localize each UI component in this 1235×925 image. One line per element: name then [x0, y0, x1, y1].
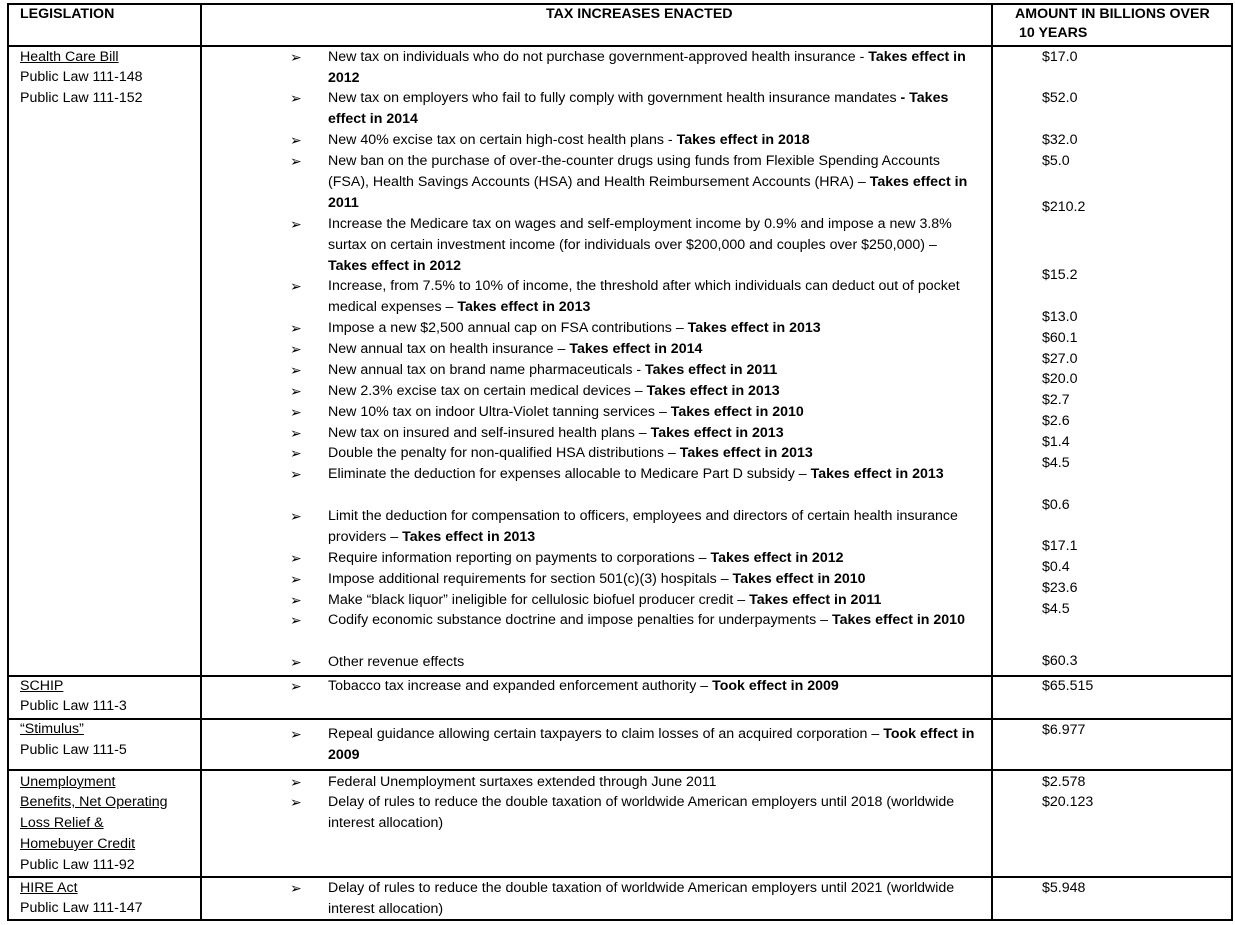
- tax-item-description: New annual tax on health insurance –: [328, 341, 570, 357]
- amount-value: $32.0: [1042, 132, 1078, 148]
- bullet-arrow-icon: ➢: [290, 571, 302, 587]
- bullet-arrow-icon: ➢: [290, 132, 302, 148]
- amount-value: $210.2: [1042, 199, 1086, 215]
- amount-value: $0.6: [1042, 497, 1070, 513]
- bullet-arrow-icon: ➢: [290, 320, 302, 336]
- tax-item: [328, 130, 988, 151]
- tax-item: [328, 402, 988, 423]
- tax-item-effective-date: Takes effect in 2011: [645, 362, 778, 378]
- tax-item-effective-date: Takes effect in 2010: [831, 612, 965, 628]
- tax-item-description: New 40% excise tax on certain high-cost health plans -: [328, 132, 677, 148]
- table-border-left: [7, 3, 9, 921]
- tax-item: Federal Unemployment surtaxes extended through June 2011: [328, 774, 717, 790]
- tax-item: [328, 47, 978, 89]
- tax-item: [328, 360, 988, 381]
- legislation-health-care-bill[interactable]: Health Care Bill: [20, 49, 119, 65]
- amount-value: $13.0: [1042, 309, 1078, 325]
- bullet-arrow-icon: ➢: [290, 678, 302, 694]
- column-divider-2: [991, 3, 993, 921]
- tax-item: [328, 88, 978, 130]
- tax-item-description: Other revenue effects: [328, 654, 465, 670]
- tax-item-effective-date: Takes effect in 2013: [650, 425, 784, 441]
- amount-value: $17.1: [1042, 538, 1078, 554]
- tax-item-effective-date: Takes effect in 2013: [687, 320, 821, 336]
- tax-item: [328, 569, 988, 590]
- tax-item-description: Limit the deduction for compensation to officers, employees and directors of certain health insurance providers –: [328, 508, 958, 545]
- tax-item-effective-date: Takes effect in 2011: [749, 592, 882, 608]
- legislation-hire-act[interactable]: HIRE Act: [20, 880, 78, 896]
- tax-item-description: New tax on employers who fail to fully comply with government health insurance mandates: [328, 90, 901, 106]
- tax-item-description: Eliminate the deduction for expenses allocable to Medicare Part D subsidy –: [328, 466, 811, 482]
- tax-item: [328, 548, 988, 569]
- bullet-arrow-icon: ➢: [290, 216, 302, 232]
- amount-value: $5.0: [1042, 153, 1070, 169]
- tax-item-description: Require information reporting on payments to corporations –: [328, 550, 711, 566]
- bullet-arrow-icon: ➢: [290, 508, 302, 524]
- bullet-arrow-icon: ➢: [290, 90, 302, 106]
- amount-value: $6.977: [1042, 722, 1086, 738]
- tax-item-description: New 2.3% excise tax on certain medical devices –: [328, 383, 647, 399]
- tax-item: Tobacco tax increase and expanded enforcement authority – Took effect in 2009: [328, 678, 839, 694]
- tax-item-effective-date: - Takes effect in 2014: [328, 90, 949, 127]
- amount-value: $17.0: [1042, 49, 1078, 65]
- bullet-arrow-icon: ➢: [290, 404, 302, 420]
- tax-item-description: New 10% tax on indoor Ultra-Violet tanning services –: [328, 404, 671, 420]
- amount-value: $5.948: [1042, 880, 1086, 896]
- tax-item: Delay of rules to reduce the double taxation of worldwide American employers until 2021 (worldwide interest allocation): [328, 880, 955, 917]
- column-divider-1: [200, 3, 202, 921]
- tax-item-description: New tax on individuals who do not purchase government-approved health insurance -: [328, 49, 869, 65]
- legislation-law: Public Law 111-147: [20, 900, 143, 916]
- amount-value: $2.578: [1042, 774, 1086, 790]
- amount-value: $1.4: [1042, 434, 1070, 450]
- tax-item: [328, 506, 968, 548]
- bullet-arrow-icon: ➢: [290, 153, 302, 169]
- tax-item-effective-date: Takes effect in 2013: [457, 299, 591, 315]
- amount-value: $23.6: [1042, 580, 1078, 596]
- tax-item-effective-date: Takes effect in 2013: [810, 466, 944, 482]
- tax-item-description: Increase the Medicare tax on wages and self-employment income by 0.9% and impose a new 3.8% surtax on certain investment income (for individuals over $200,000 and couples over $250,000) –: [328, 216, 952, 253]
- tax-item: [328, 464, 968, 485]
- tax-item: Delay of rules to reduce the double taxation of worldwide American employers until 2018 (worldwide interest allocation): [328, 794, 955, 831]
- amount-value: $20.123: [1042, 794, 1094, 810]
- bullet-arrow-icon: ➢: [290, 774, 302, 790]
- bullet-arrow-icon: ➢: [290, 383, 302, 399]
- bullet-arrow-icon: ➢: [290, 726, 302, 742]
- amount-value: $20.0: [1042, 371, 1078, 387]
- bullet-arrow-icon: ➢: [290, 654, 302, 670]
- tax-item: [328, 339, 988, 360]
- bullet-arrow-icon: ➢: [290, 592, 302, 608]
- table-border-right: [1231, 3, 1233, 921]
- bullet-arrow-icon: ➢: [290, 341, 302, 357]
- legislation-schip[interactable]: SCHIP: [20, 678, 64, 694]
- header-legislation: LEGISLATION: [20, 6, 115, 22]
- tax-item-effective-date: Takes effect in 2013: [679, 445, 813, 461]
- bullet-arrow-icon: ➢: [290, 550, 302, 566]
- tax-item: [328, 318, 988, 339]
- tax-item-effective-date: Takes effect in 2012: [710, 550, 844, 566]
- tax-item-effective-date: Takes effect in 2010: [670, 404, 804, 420]
- header-amount-line2: 10 YEARS: [1019, 25, 1088, 41]
- tax-item-effective-date: Takes effect in 2018: [676, 132, 810, 148]
- bullet-arrow-icon: ➢: [290, 49, 302, 65]
- amount-value: $2.6: [1042, 413, 1070, 429]
- tax-item: [328, 610, 978, 631]
- tax-item: [328, 214, 978, 277]
- tax-item: [328, 276, 988, 318]
- legislation-law: Public Law 111-148: [20, 69, 143, 85]
- legislation-unemployment-line[interactable]: Homebuyer Credit: [20, 836, 136, 852]
- legislation-unemployment-line[interactable]: Unemployment: [20, 774, 116, 790]
- tax-item: [328, 652, 988, 673]
- tax-item: [328, 381, 988, 402]
- amount-value: $52.0: [1042, 90, 1078, 106]
- amount-value: $60.3: [1042, 653, 1078, 669]
- tax-item-description: New annual tax on brand name pharmaceuticals -: [328, 362, 646, 378]
- bullet-arrow-icon: ➢: [290, 466, 302, 482]
- amount-value: $60.1: [1042, 330, 1078, 346]
- legislation-unemployment-line[interactable]: Loss Relief &: [20, 815, 104, 831]
- tax-item-description: New tax on insured and self-insured health plans –: [328, 425, 651, 441]
- tax-item-description: Increase, from 7.5% to 10% of income, the threshold after which individuals can deduct out of pocket medical expenses –: [328, 278, 960, 315]
- legislation-stimulus[interactable]: “Stimulus”: [20, 721, 84, 737]
- row-divider-unemployment: [7, 769, 1233, 771]
- header-amount-line1: AMOUNT IN BILLIONS OVER: [1015, 6, 1210, 22]
- bullet-arrow-icon: ➢: [290, 425, 302, 441]
- bullet-arrow-icon: ➢: [290, 880, 302, 896]
- tax-item-description: Double the penalty for non-qualified HSA distributions –: [328, 445, 680, 461]
- legislation-unemployment-line[interactable]: Benefits, Net Operating: [20, 794, 168, 810]
- tax-item: [328, 590, 988, 611]
- amount-value: $4.5: [1042, 455, 1070, 471]
- amount-value: $65.515: [1042, 678, 1094, 694]
- tax-item-description: Impose a new $2,500 annual cap on FSA contributions –: [328, 320, 688, 336]
- tax-item-effective-date: Takes effect in 2010: [732, 571, 866, 587]
- tax-item: Repeal guidance allowing certain taxpayers to claim losses of an acquired corporation – Took effect in 2009: [328, 726, 975, 763]
- legislation-law: Public Law 111-152: [20, 90, 143, 106]
- legislation-law: Public Law 111-3: [20, 698, 127, 714]
- bullet-arrow-icon: ➢: [290, 612, 302, 628]
- legislation-law: Public Law 111-92: [20, 857, 135, 873]
- amount-value: $4.5: [1042, 601, 1070, 617]
- amount-value: $0.4: [1042, 559, 1070, 575]
- amount-value: $27.0: [1042, 351, 1078, 367]
- tax-item-effective-date: Takes effect in 2013: [402, 529, 536, 545]
- tax-item: [328, 151, 968, 214]
- bullet-arrow-icon: ➢: [290, 794, 302, 810]
- tax-item-effective-date: Takes effect in 2011: [328, 174, 968, 211]
- amount-value: $15.2: [1042, 267, 1078, 283]
- bullet-arrow-icon: ➢: [290, 278, 302, 294]
- header-tax-increases: TAX INCREASES ENACTED: [546, 6, 733, 22]
- tax-item-effective-date: Takes effect in 2012: [328, 49, 966, 86]
- tax-item-description: Make “black liquor” ineligible for cellulosic biofuel producer credit –: [328, 592, 750, 608]
- bullet-arrow-icon: ➢: [290, 445, 302, 461]
- tax-item-description: Impose additional requirements for section 501(c)(3) hospitals –: [328, 571, 733, 587]
- tax-item: [328, 443, 988, 464]
- amount-value: $2.7: [1042, 392, 1070, 408]
- bullet-arrow-icon: ➢: [290, 362, 302, 378]
- tax-item: [328, 423, 988, 444]
- tax-item-effective-date: Takes effect in 2013: [646, 383, 780, 399]
- tax-item-description: Codify economic substance doctrine and impose penalties for underpayments –: [328, 612, 832, 628]
- legislation-law: Public Law 111-5: [20, 742, 127, 758]
- tax-item-description: New ban on the purchase of over-the-counter drugs using funds from Flexible Spending Accounts (FSA), Health Savings Accounts (HSA) and Health Reimbursement Accounts (HRA) –: [328, 153, 940, 190]
- tax-item-effective-date: Takes effect in 2014: [569, 341, 703, 357]
- tax-item-effective-date: Takes effect in 2012: [328, 258, 462, 274]
